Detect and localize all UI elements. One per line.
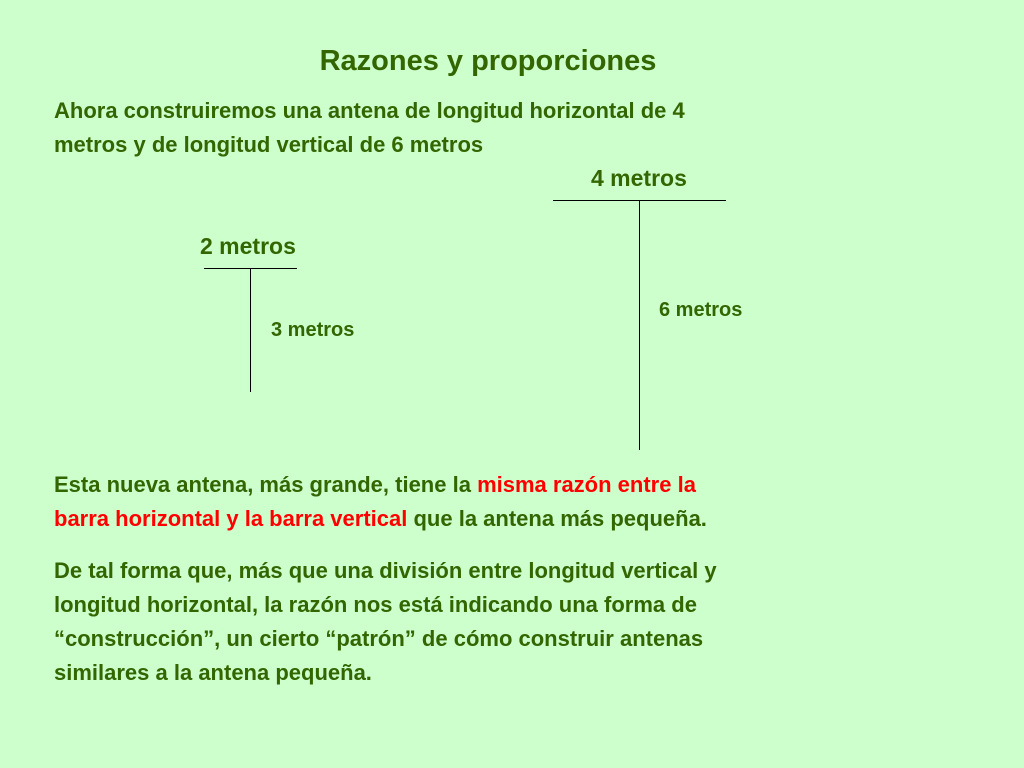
pattern-paragraph [54,554,717,690]
pattern-line-4: similares a la antena pequeña. [54,660,372,685]
intro-line-1: Ahora construiremos una antena de longitud horizontal de 4 [54,98,685,123]
intro-paragraph [54,94,685,162]
pattern-line-1: De tal forma que, más que una división entre longitud vertical y [54,558,717,583]
small-antenna-vertical-label: 3 metros [271,319,355,341]
small-antenna-vertical-bar [250,268,251,392]
intro-line-2: metros y de longitud vertical de 6 metros [54,132,484,157]
ratio-line-2-end: que la antena más pequeña. [407,506,707,531]
slide-title: Razones y proporciones [319,45,657,77]
ratio-highlight-1: misma razón entre la [477,472,696,497]
ratio-highlight-2: barra horizontal y la barra vertical [54,506,408,531]
small-antenna-horizontal-label: 2 metros [200,233,296,259]
pattern-line-2: longitud horizontal, la razón nos está indicando una forma de [54,592,697,617]
large-antenna-vertical-bar [639,200,640,450]
ratio-paragraph [54,468,707,536]
large-antenna-horizontal-label: 4 metros [591,165,687,191]
large-antenna-vertical-label: 6 metros [659,299,743,321]
pattern-line-3: “construcción”, un cierto “patrón” de cómo construir antenas [54,626,704,651]
ratio-line-1-start: Esta nueva antena, más grande, tiene la [54,472,478,497]
